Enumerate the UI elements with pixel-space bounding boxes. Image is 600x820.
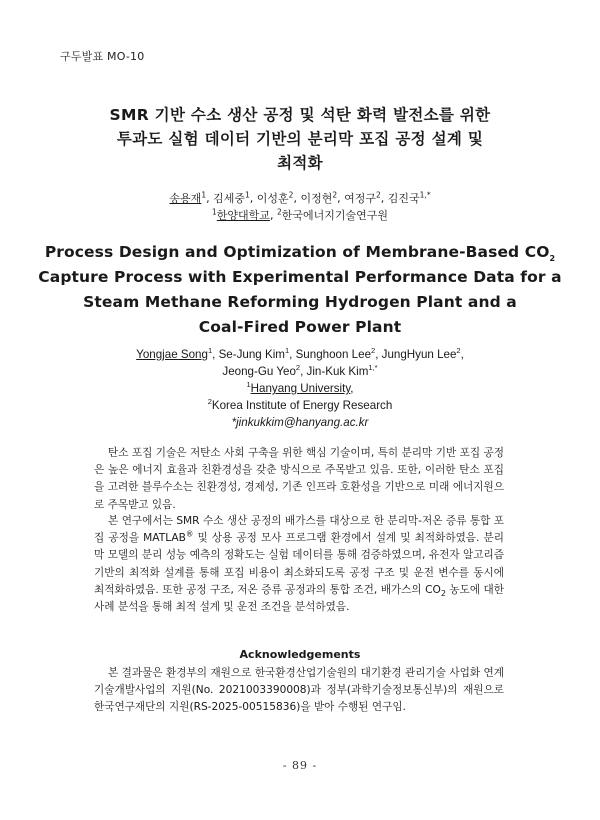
author-name: Sunghoon Lee	[295, 348, 372, 361]
author-sup: 1,*	[368, 363, 378, 373]
registered-mark: ®	[185, 529, 194, 539]
affil-sep: ,	[269, 209, 277, 222]
acknowledgements-text: 본 결과물은 환경부의 재원으로 한국환경산업기술원의 대기환경 관리기술 사업화 연계 기술개발사업의 지원(No. 2021003390008)과 정부(과학기술정보통신부)의 재원으로 한국연구재단의 지원(RS-2025-00515836)을 받아 수행된 연구임.	[94, 667, 504, 714]
author-name: 김진국	[387, 192, 420, 205]
author-name: 김세중	[213, 192, 245, 205]
korean-title-line: 최적화	[277, 154, 323, 172]
english-title-text: Process Design and Optimization of Membrane-Based CO	[44, 243, 550, 261]
english-author-list	[0, 363, 600, 380]
author-sep: ,	[289, 348, 296, 361]
author-name: 송용재	[169, 192, 202, 205]
abstract-paragraph-2	[94, 513, 504, 616]
author-sup: 1	[284, 346, 290, 356]
korean-affiliations	[0, 207, 600, 224]
affiliation: Hanyang University	[250, 382, 351, 395]
affil-sep: ,	[350, 382, 354, 395]
korean-authors	[0, 190, 600, 224]
english-title-line: Capture Process with Experimental Performance Data for a	[38, 268, 562, 286]
english-authors	[0, 346, 600, 431]
korean-title-line: SMR 기반 수소 생산 공정 및 석탄 화력 발전소를 위한	[109, 106, 491, 124]
affil-sup: 2	[276, 207, 282, 217]
page-number: - 89 -	[282, 759, 318, 772]
author-name: 이정현	[300, 192, 333, 205]
affiliation: 한양대학교	[216, 209, 270, 222]
author-sep: ,	[375, 348, 382, 361]
korean-title	[0, 103, 600, 175]
author-name: JungHyun Lee	[381, 348, 457, 361]
author-name: Yongjae Song	[136, 348, 208, 361]
abstract-text: 본 연구에서는 SMR 수소 생산 공정의 배가스를 대상으로 한 분리막-저온 증류 통합 포집 공정을 MATLAB	[94, 515, 504, 545]
english-title	[0, 240, 600, 340]
author-name: Jeong-Gu Yeo	[222, 365, 296, 378]
subscript: 2	[440, 588, 446, 598]
author-sup: 1	[244, 190, 250, 200]
author-sep: ,	[212, 348, 219, 361]
author-sup: 2	[295, 363, 301, 373]
english-author-list	[0, 346, 600, 363]
author-sup: 2	[332, 190, 338, 200]
author-name: 여정구	[344, 192, 376, 205]
author-sep: ,	[380, 192, 388, 205]
author-sep: ,	[460, 348, 464, 361]
abstract-text: 농도에 대한 사례 분석을 통해 최적 설계 및 운전 조건을 분석하였음.	[94, 583, 504, 614]
author-sep: ,	[337, 192, 345, 205]
english-affiliation-2	[0, 397, 600, 414]
korean-author-list	[0, 190, 600, 207]
korean-title-line: 투과도 실험 데이터 기반의 분리막 포집 공정 설계 및	[116, 130, 484, 148]
abstract-paragraph-1: 탄소 포집 기술은 저탄소 사회 구축을 위한 핵심 기술이며, 특히 분리막 기반 포집 공정은 높은 에너지 효율과 친환경성을 갖춘 방식으로 주목받고 있음. 또한, 이러한 탄소 포집을 고려한 블루수소는 친환경성, 경제성, 기존 인프라 호환성을 기반으로 미래 에너지원으로 주목받고 있음.	[94, 447, 504, 511]
author-sup: 1	[207, 346, 213, 356]
subscript: 2	[549, 254, 556, 264]
english-title-line: Steam Methane Reforming Hydrogen Plant and a	[83, 293, 517, 311]
author-sup: 1,*	[419, 190, 431, 200]
english-affiliation-1	[0, 380, 600, 397]
author-sep: ,	[206, 192, 214, 205]
author-sup: 1	[201, 190, 207, 200]
affil-sup: 1	[212, 207, 217, 217]
author-sep: ,	[300, 365, 307, 378]
acknowledgements-heading: Acknowledgements	[239, 648, 361, 661]
affiliation: Korea Institute of Energy Research	[211, 399, 393, 412]
author-sup: 2	[288, 190, 294, 200]
abstract-text: 및 상용 공정 모사 프로그램 환경에서 설계 및 최적화하였음. 분리막 모델의 분리 성능 예측의 정확도는 실험 데이터를 통해 검증하였으며, 유전자 알고리즘 기반의 최적화 설계를 통해 포집 비용이 최소화되도록 공정 구조 및 운전 변수를 동시에 최적화하였음. 또한 공정 구조, 저온 증류 공정과의 통합 조건, 배가스의 CO	[94, 532, 504, 596]
author-name: Jin-Kuk Kim	[306, 365, 369, 378]
author-sep: ,	[249, 192, 257, 205]
affiliation: 한국에너지기술연구원	[281, 209, 388, 222]
author-sep: ,	[293, 192, 301, 205]
author-name: 이성훈	[256, 192, 289, 205]
author-sup: 2	[371, 346, 376, 356]
corresponding-email: *jinkukkim@hanyang.ac.kr	[231, 416, 369, 429]
affil-sup: 2	[207, 397, 212, 407]
session-label: 구두발표 MO-10	[60, 50, 145, 63]
author-sup: 2	[456, 346, 461, 356]
author-sup: 2	[376, 190, 381, 200]
author-name: Se-Jung Kim	[218, 348, 285, 361]
affil-sup: 1	[246, 380, 251, 390]
english-title-line	[0, 240, 600, 265]
english-title-line: Coal-Fired Power Plant	[198, 318, 402, 336]
